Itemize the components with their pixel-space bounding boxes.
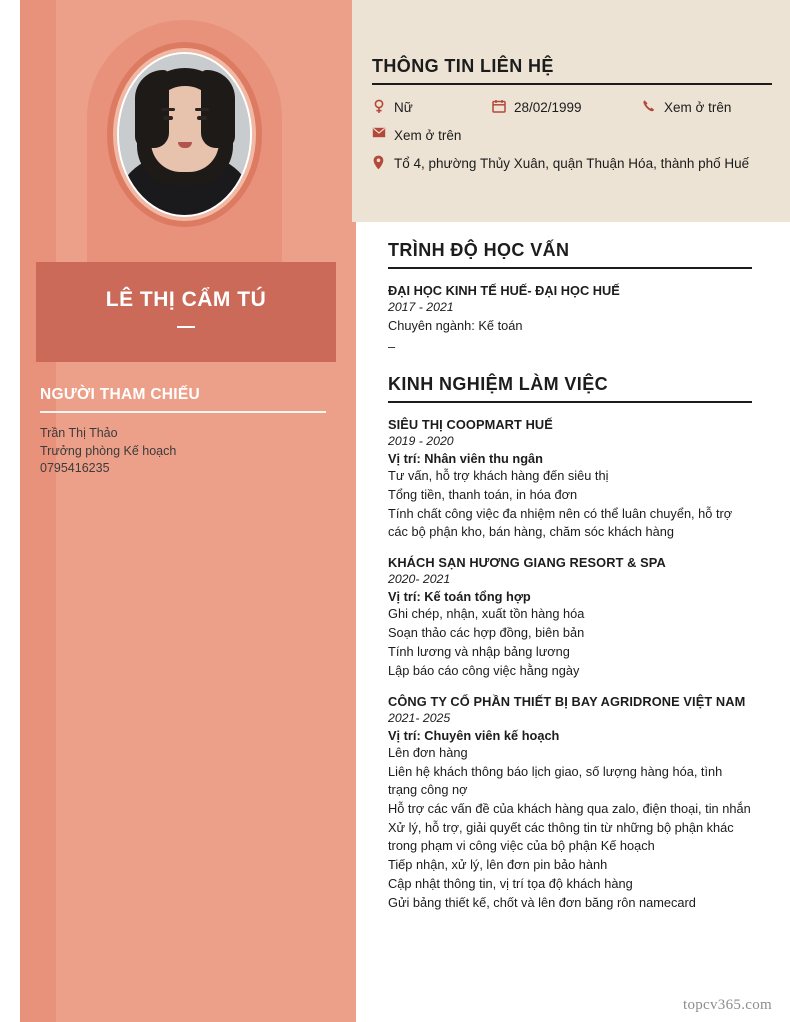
job-company: CÔNG TY CỔ PHẦN THIẾT BỊ BAY AGRIDRONE VIỆT NAM (388, 694, 746, 709)
experience-title: KINH NGHIỆM LÀM VIỆC (388, 374, 609, 394)
contact-gender (372, 99, 492, 116)
job-company: SIÊU THỊ COOPMART HUẾ (388, 417, 553, 432)
contact-email-value: Xem ở trên (394, 128, 462, 143)
portrait-eye-left (163, 116, 173, 120)
portrait-brow-left (161, 108, 175, 111)
job-item: Tính chất công việc đa nhiệm nên có thể luân chuyển, hỗ trợ các bộ phận kho, bán hàng, chăm sóc khách hàng (388, 506, 733, 539)
education-date: 2017 - 2021 (388, 300, 454, 314)
job-item: Cập nhật thông tin, vị trí tọa độ khách hàng (388, 876, 633, 891)
watermark: topcv365.com (682, 997, 772, 1013)
contact-address (372, 155, 766, 172)
contact-row (372, 155, 772, 172)
contact-divider (372, 83, 772, 85)
contact-title: THÔNG TIN LIÊN HỆ (372, 56, 554, 76)
experience-job (388, 417, 752, 541)
job-item: Liên hệ khách thông báo lịch giao, số lượng hàng hóa, tình trạng công nợ (388, 764, 723, 797)
job-date: 2021- 2025 (388, 711, 451, 725)
phone-icon (642, 99, 664, 113)
contact-rows (372, 99, 772, 172)
contact-birthdate (492, 99, 642, 116)
calendar-icon (492, 99, 514, 113)
experience-divider (388, 401, 752, 403)
job-date: 2020- 2021 (388, 572, 451, 586)
gender-icon (372, 99, 394, 114)
contact-phone-value: Xem ở trên (664, 100, 732, 115)
mail-icon (372, 127, 394, 138)
education-section (388, 240, 752, 355)
job-item: Xử lý, hỗ trợ, giải quyết các thông tin từ những bộ phận khác trong phạm vi công việc của bộ phận Kế hoạch (388, 820, 734, 853)
portrait-illustration (119, 54, 250, 215)
contact-phone (642, 99, 731, 116)
reference-line: 0795416235 (40, 461, 110, 475)
contact-row (372, 99, 772, 116)
job-role: Vị trí: Kế toán tổng hợp (388, 589, 531, 604)
name-divider (177, 326, 195, 328)
contact-address-value: Tổ 4, phường Thủy Xuân, quận Thuận Hóa, thành phố Huế (394, 156, 750, 171)
job-role: Vị trí: Chuyên viên kế hoạch (388, 728, 560, 743)
job-date: 2019 - 2020 (388, 434, 454, 448)
reference-divider (40, 411, 326, 413)
portrait-eye-right (197, 116, 207, 120)
contact-email (372, 127, 461, 144)
job-item: Tính lương và nhập bảng lương (388, 644, 570, 659)
education-divider (388, 267, 752, 269)
education-title: TRÌNH ĐỘ HỌC VẤN (388, 240, 570, 260)
reference-line: Trưởng phòng Kế hoạch (40, 443, 177, 458)
education-major: Chuyên ngành: Kế toán (388, 318, 523, 333)
name-band (36, 262, 336, 362)
job-item: Lập báo cáo công việc hằng ngày (388, 663, 580, 678)
education-school: ĐẠI HỌC KINH TẾ HUẾ- ĐẠI HỌC HUẾ (388, 283, 620, 298)
job-item: Gửi bảng thiết kế, chốt và lên đơn băng rôn namecard (388, 895, 696, 910)
reference-lines (40, 425, 330, 478)
job-item: Soạn thảo các hợp đồng, biên bản (388, 625, 585, 640)
contact-section (372, 56, 772, 183)
location-icon (372, 155, 394, 170)
job-item: Ghi chép, nhận, xuất tồn hàng hóa (388, 606, 585, 621)
experience-section (388, 374, 752, 912)
job-item: Tiếp nhận, xử lý, lên đơn pin bảo hành (388, 857, 608, 872)
job-role: Vị trí: Nhân viên thu ngân (388, 451, 543, 466)
reference-title: NGƯỜI THAM CHIẾU (40, 386, 201, 403)
avatar (117, 52, 252, 217)
reference-section (40, 386, 330, 478)
job-item: Tổng tiền, thanh toán, in hóa đơn (388, 487, 578, 502)
job-item: Hỗ trợ các vấn đề của khách hàng qua zalo, điện thoại, tin nhắn (388, 801, 751, 816)
job-item: Lên đơn hàng (388, 745, 468, 760)
candidate-name: LÊ THỊ CẨM TÚ (105, 288, 267, 311)
job-company: KHÁCH SẠN HƯƠNG GIANG RESORT & SPA (388, 555, 666, 570)
contact-row (372, 127, 772, 144)
avatar-frame (107, 42, 262, 227)
contact-birthdate-value: 28/02/1999 (514, 100, 582, 115)
reference-line: Trần Thị Thảo (40, 426, 118, 440)
portrait-brow-right (195, 108, 209, 111)
experience-job (388, 694, 752, 912)
contact-gender-value: Nữ (394, 100, 413, 115)
experience-job (388, 555, 752, 680)
job-item: Tư vấn, hỗ trợ khách hàng đến siêu thị (388, 468, 609, 483)
education-extra: – (388, 338, 396, 354)
